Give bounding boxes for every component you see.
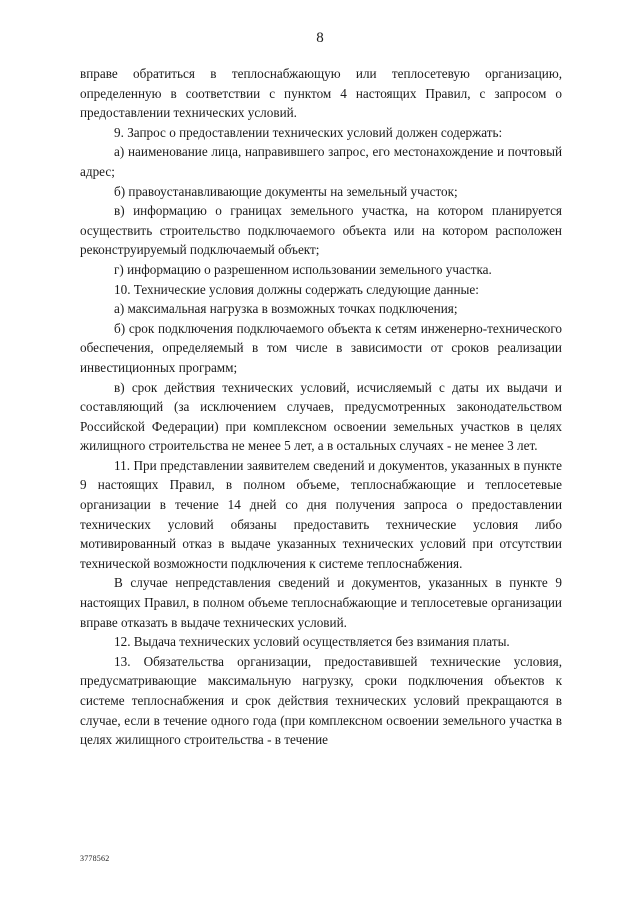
paragraph-item-9: 9. Запрос о предоставлении технических условий должен содержать: [114,124,503,140]
paragraph-item-9a: а) наименование лица, направившего запрос, его местонахождение и почтовый адрес; [80,144,562,179]
page-number: 8 [316,30,324,46]
paragraph-item-10: 10. Технические условия должны содержать следующие данные: [114,281,479,297]
document-code: 3778562 [80,854,110,863]
paragraph-item-13: 13. Обязательства организации, предоставившей технические условия, предусматривающие максимальную нагрузку, сроки подключения объектов к системе теплоснабжения и срок действия технических условий прекращаются в случае, если в течение одного года (при комплексном освоении земельного участка в целях жилищного строительства - в течение [80,653,562,748]
paragraph-item-9b: б) правоустанавливающие документы на земельный участок; [114,183,458,199]
document-body [80,64,562,750]
paragraph-item-9v: в) информацию о границах земельного участка, на котором планируется осуществить строительство подключаемого объекта или на котором расположен реконструируемый подключаемый объект; [80,203,562,258]
paragraph-item-9g: г) информацию о разрешенном использовании земельного участка. [114,261,492,277]
paragraph-item-10a: а) максимальная нагрузка в возможных точках подключения; [114,301,458,317]
paragraph-item-10b: б) срок подключения подключаемого объекта к сетям инженерно-технического обеспечения, определяемый в том числе в зависимости от сроков реализации инвестиционных программ; [80,320,562,375]
paragraph-item-11: 11. При представлении заявителем сведений и документов, указанных в пункте 9 настоящих Правил, в полном объеме, теплоснабжающие и теплосетевые организации в течение 14 дней со дня получения запроса о предоставлении технических условий обязаны предоставить технические условия либо мотивированный отказ в выдаче указанных технических условий при отсутствии технической возможности подключения к системе теплоснабжения. [80,457,562,571]
paragraph-item-12: 12. Выдача технических условий осуществляется без взимания платы. [114,634,510,650]
paragraph-item-11-second: В случае непредставления сведений и документов, указанных в пункте 9 настоящих Правил, в полном объеме теплоснабжающие и теплосетевые организации вправе отказать в выдаче технических условий. [80,575,562,630]
paragraph-continuation: вправе обратиться в теплоснабжающую или теплосетевую организацию, определенную в соответствии с пунктом 4 настоящих Правил, с запросом о предоставлении технических условий. [80,66,562,121]
paragraph-item-10v: в) срок действия технических условий, исчисляемый с даты их выдачи и составляющий (за исключением случаев, предусмотренных законодательством Российской Федерации) при комплексном освоении земельных участков в целях жилищного строительства не менее 5 лет, а в остальных случаях - не менее 3 лет. [80,379,562,454]
